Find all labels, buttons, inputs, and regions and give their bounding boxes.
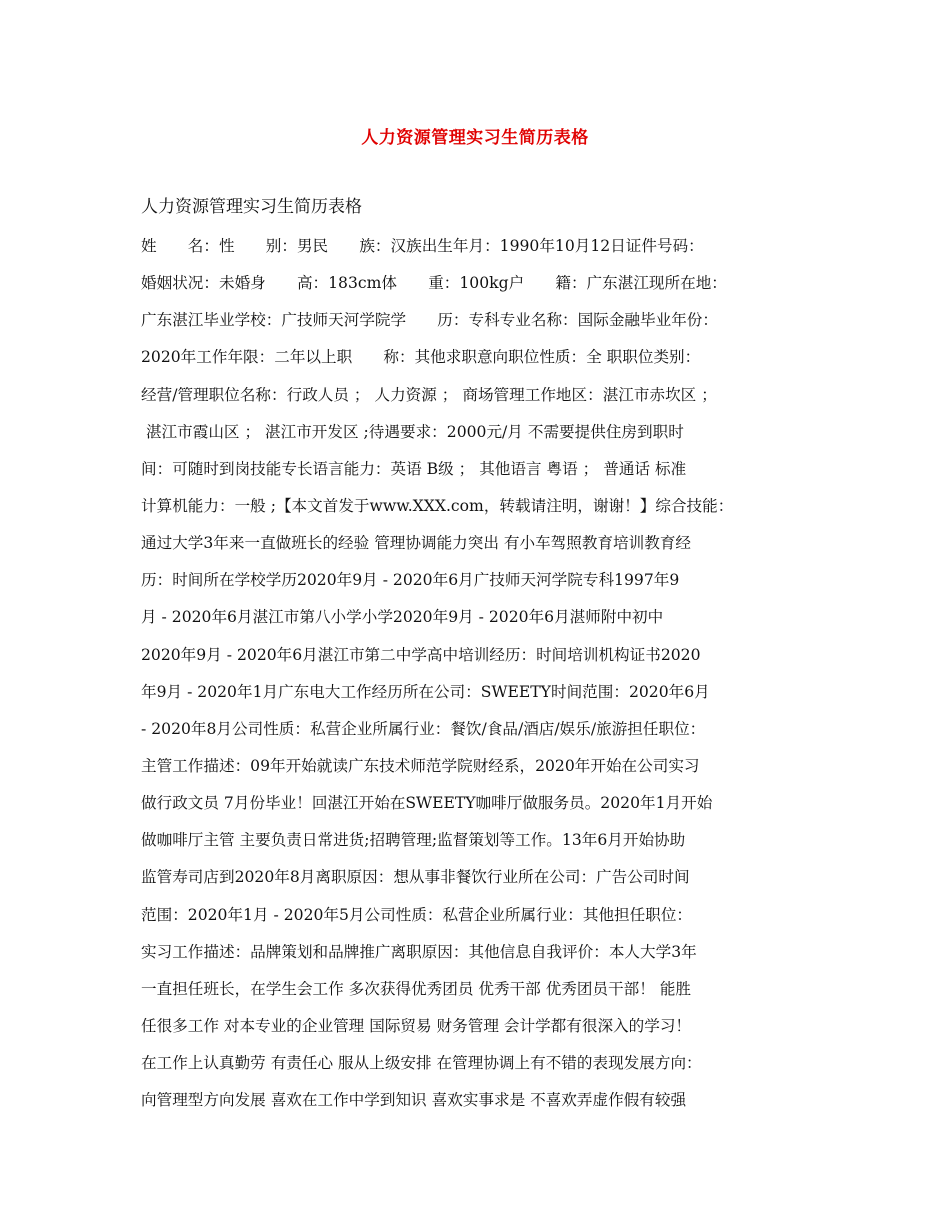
body-line: 通过大学3年来一直做班长的经验 管理协调能力突出 有小车驾照教育培训教育经: [141, 534, 692, 553]
body-line: 2020年工作年限：二年以上职 称：其他求职意向职位性质：全 职职位类别：: [141, 348, 701, 367]
body-line: 一直担任班长，在学生会工作 多次获得优秀团员 优秀干部 优秀团员干部！ 能胜: [141, 979, 692, 998]
body-line: 广东湛江毕业学校：广技师天河学院学 历：专科专业名称：国际金融毕业年份：: [141, 311, 718, 330]
body-line: 在工作上认真勤劳 有责任心 服从上级安排 在管理协调上有不错的表现发展方向：: [141, 1054, 702, 1073]
body-line: - 2020年8月公司性质：私营企业所属行业：餐饮/食品/酒店/娱乐/旅游担任职位：: [141, 719, 706, 738]
body-line: 姓 名：性 别：男民 族：汉族出生年月：1990年10月12日证件号码：: [141, 237, 704, 255]
body-line: 婚姻状况：未婚身 高：183cm体 重：100kg户 籍：广东湛江现所在地：: [141, 274, 727, 293]
body-line: 2020年9月 - 2020年6月湛江市第二中学高中培训经历：时间培训机构证书2020: [141, 645, 701, 664]
body-line: 做咖啡厅主管 主要负责日常进货;招聘管理;监督策划等工作。13年6月开始协助: [141, 831, 686, 850]
body-line: 间：可随时到岗技能专长语言能力：英语 B级 ； 其他语言 粤语 ； 普通话 标准: [141, 459, 687, 478]
body-line: 湛江市霞山区 ； 湛江市开发区 ;待遇要求：2000元/月 不需要提供住房到职时: [141, 422, 684, 441]
body-line: 月 - 2020年6月湛江市第八小学小学2020年9月 - 2020年6月湛师附中初中: [141, 608, 664, 627]
document-body: [141, 228, 831, 1119]
body-line: 向管理型方向发展 喜欢在工作中学到知识 喜欢实事求是 不喜欢弄虚作假有较强: [141, 1091, 687, 1110]
body-line: 经营/管理职位名称：行政人员 ； 人力资源 ； 商场管理工作地区：湛江市赤坎区 ；: [141, 385, 717, 404]
document-title: 人力资源管理实习生简历表格: [361, 128, 589, 148]
body-line: 年9月 - 2020年1月广东电大工作经历所在公司：SWEETY时间范围：2020年6月: [141, 682, 710, 701]
body-line: 主管工作描述：09年开始就读广东技术师范学院财经系，2020年开始在公司实习: [141, 756, 700, 775]
body-line: 任很多工作 对本专业的企业管理 国际贸易 财务管理 会计学都有很深入的学习！: [141, 1016, 692, 1035]
body-line: 范围：2020年1月 - 2020年5月公司性质：私营企业所属行业：其他担任职位：: [141, 905, 693, 924]
body-line: 实习工作描述：品牌策划和品牌推广离职原因：其他信息自我评价：本人大学3年: [141, 942, 697, 961]
body-line: 历：时间所在学校学历2020年9月 - 2020年6月广技师天河学院专科1997年9: [141, 571, 680, 590]
body-line: 计算机能力：一般 ;【本文首发于www.XXX.com，转载请注明，谢谢！】综合技能：: [141, 496, 734, 515]
body-line: 做行政文员 7月份毕业！回湛江开始在SWEETY咖啡厅做服务员。2020年1月开始: [141, 794, 713, 813]
document-subtitle: 人力资源管理实习生简历表格: [141, 197, 362, 217]
body-line: 监管寿司店到2020年8月离职原因：想从事非餐饮行业所在公司：广告公司时间: [141, 868, 690, 887]
